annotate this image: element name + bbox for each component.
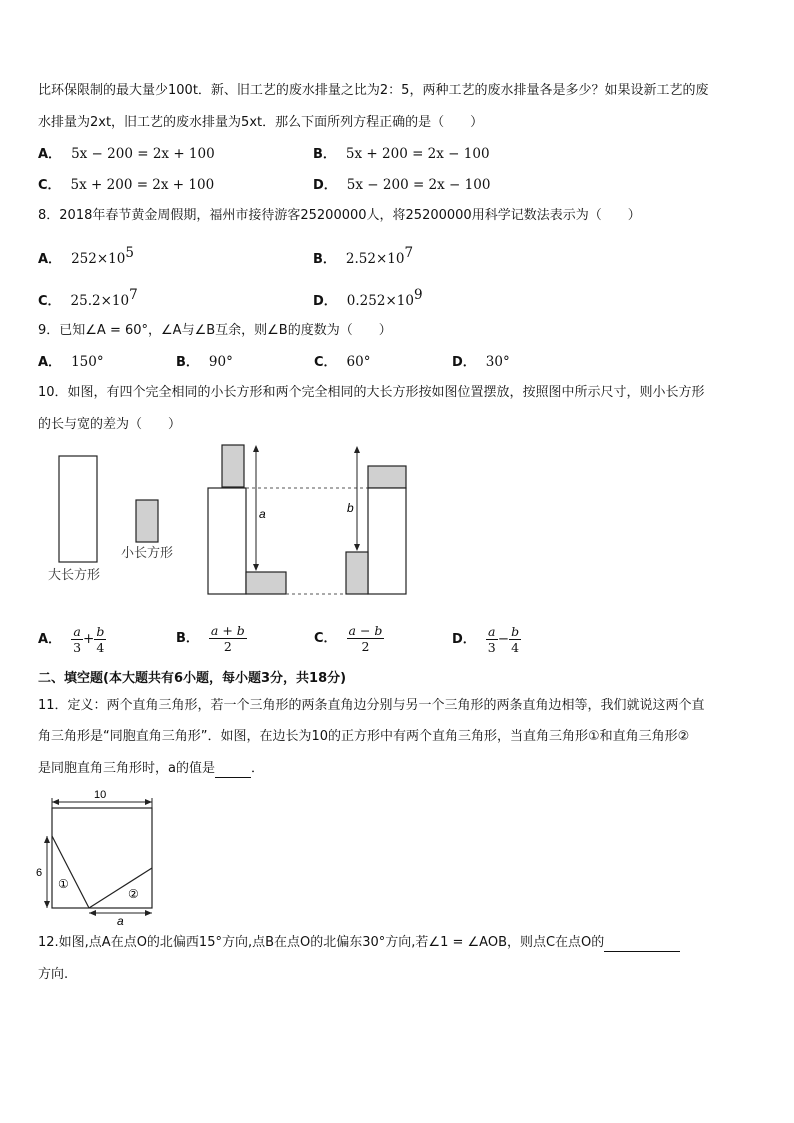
q8-option-a[interactable]: A． $252\times 10^5$ — [38, 245, 134, 267]
q7-option-c[interactable]: C． 5x + 200 = 2x + 100 — [38, 177, 215, 193]
dim-6-arrow-bottom — [44, 901, 50, 908]
section-heading-fill-in: 二、填空题(本大题共有6小题，每小题3分，共18分) — [38, 671, 347, 686]
q10-stem-line2: 的长与宽的差为（ ） — [38, 417, 182, 432]
q8-option-b[interactable]: B． $2.52\times 10^7$ — [313, 245, 414, 267]
q12-line1-text: 12.如图,点A在点O的北偏西15°方向,点B在点O的北偏东30°方向,若∠1 = ∠AOB，则点C在点O的 — [38, 935, 605, 950]
q11-stem-line1: 11．定义：两个直角三角形，若一个三角形的两条直角边分别与另一个三角形的两条直角边相等，我们就说这两个直 — [38, 698, 705, 713]
small-rect-label: 小长方形 — [121, 545, 174, 560]
q11-stem-line2: 角三角形是“同胞直角三角形”．如图，在边长为10的正方形中有两个直角三角形，当直角三角形①和直角三角形② — [38, 729, 690, 744]
q9-option-d[interactable]: D． 30° — [452, 354, 510, 370]
q10-figure — [40, 440, 420, 610]
small-rect-sample — [136, 500, 158, 542]
left-small-rect-bottom — [246, 572, 286, 594]
left-big-rect — [208, 488, 246, 594]
q9-stem: 9．已知∠A = 60°，∠A与∠B互余，则∠B的度数为（ ） — [38, 323, 392, 338]
q8-option-d[interactable]: D． $0.252\times 10^9$ — [313, 287, 423, 309]
triangle-2-label: ② — [128, 887, 139, 901]
q11-figure — [32, 786, 162, 926]
q11-answer-blank[interactable] — [215, 763, 251, 778]
dim-10-label: 10 — [94, 789, 107, 801]
q12-answer-blank[interactable] — [604, 937, 680, 952]
triangle-1-label: ① — [58, 877, 69, 891]
q10-stem-line1: 10．如图，有四个完全相同的小长方形和两个完全相同的大长方形按如图位置摆放，按照图中所示尺寸，则小长方形 — [38, 385, 705, 400]
q8-stem: 8．2018年春节黄金周假期，福州市接待游客25200000人，将25200000用科学记数法表示为（ ） — [38, 208, 641, 223]
right-big-rect — [368, 488, 406, 594]
dim-6-label: 6 — [36, 867, 43, 879]
dim-6-arrow-top — [44, 836, 50, 843]
dim-10-arrow-left — [52, 799, 59, 805]
q10-option-d[interactable]: D． $\frac{a}{3}$ − $\frac{b}{4}$ — [452, 624, 520, 655]
dim-a-label: a — [259, 507, 266, 521]
q11-line3-text: 是同胞直角三角形时，a的值是 — [38, 761, 215, 776]
dim-a-bottom-label: a — [117, 914, 124, 926]
q7-stem-line2: 水排量为2xt，旧工艺的废水排量为5xt．那么下面所列方程正确的是（ ） — [38, 115, 484, 130]
q10-option-b[interactable]: B． $\frac{a + b}{2}$ — [176, 623, 245, 654]
dim-a-bottom-arrow-left — [89, 910, 96, 916]
dim-b-arrow-bottom — [354, 544, 360, 551]
q9-option-c[interactable]: C． 60° — [314, 354, 371, 370]
q11-line3-end: ． — [250, 761, 264, 776]
dim-b-arrow-top — [354, 446, 360, 453]
q9-option-b[interactable]: B． 90° — [176, 354, 233, 370]
dim-10-arrow-right — [145, 799, 152, 805]
dim-b-label: b — [347, 501, 354, 515]
q10-option-a[interactable]: A． $\frac{a}{3}$ + $\frac{b}{4}$ — [38, 624, 105, 655]
q10-option-c[interactable]: C． $\frac{a - b}{2}$ — [314, 623, 383, 654]
q12-stem-line2: 方向. — [38, 967, 69, 982]
q7-option-b[interactable]: B． 5x + 200 = 2x − 100 — [313, 146, 490, 162]
dim-a-arrow-top — [253, 445, 259, 452]
big-rect-label: 大长方形 — [48, 567, 101, 582]
dim-a-bottom-arrow-right — [145, 910, 152, 916]
q9-option-a[interactable]: A． 150° — [38, 354, 104, 370]
left-small-rect-top — [222, 445, 244, 487]
q7-option-d[interactable]: D． 5x − 200 = 2x − 100 — [313, 177, 491, 193]
q12-stem-line1 — [38, 934, 680, 952]
right-small-rect-bottom — [346, 552, 368, 594]
q11-stem-line3 — [38, 760, 264, 778]
q7-stem-line1: 比环保限制的最大量少100t．新、旧工艺的废水排量之比为2：5，两种工艺的废水排量各是多少？如果设新工艺的废 — [38, 83, 709, 98]
dim-a-arrow-bottom — [253, 564, 259, 571]
q7-option-a[interactable]: A． 5x − 200 = 2x + 100 — [38, 146, 215, 162]
right-small-rect-top — [368, 466, 406, 488]
q8-option-c[interactable]: C． $25.2\times 10^7$ — [38, 287, 138, 309]
big-rect-sample — [59, 456, 97, 562]
